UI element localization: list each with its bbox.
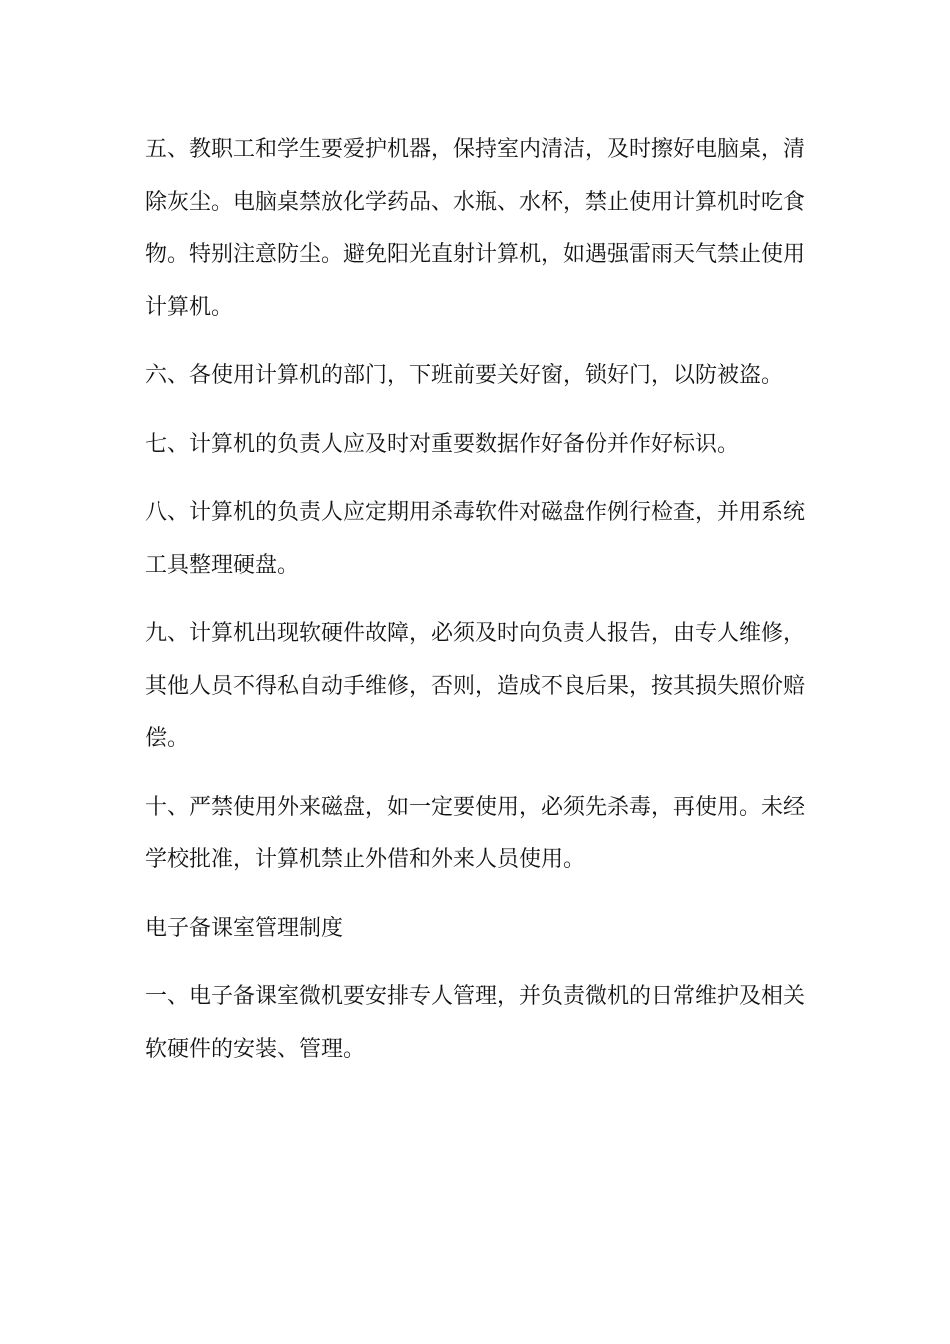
paragraph-item-9: 九、计算机出现软硬件故障，必须及时向负责人报告，由专人维修，其他人员不得私自动手维修，否则，造成不良后果，按其损失照价赔偿。 <box>145 621 806 751</box>
paragraph-item-5: 五、教职工和学生要爱护机器，保持室内清洁，及时擦好电脑桌，清除灰尘。电脑桌禁放化学药品、水瓶、水杯，禁止使用计算机时吃食物。特别注意防尘。避免阳光直射计算机，如遇强雷雨天气禁止使用计算机。 <box>145 137 806 320</box>
section-heading: 电子备课室管理制度 <box>145 915 344 941</box>
paragraph-item-8: 八、计算机的负责人应定期用杀毒软件对磁盘作例行检查，并用系统工具整理硬盘。 <box>145 500 806 578</box>
paragraph-item-6: 六、各使用计算机的部门，下班前要关好窗，锁好门，以防被盗。 <box>145 363 784 388</box>
document-body <box>145 124 810 1092</box>
paragraph-item-7: 七、计算机的负责人应及时对重要数据作好备份并作好标识。 <box>145 431 740 457</box>
section-paragraph-1: 一、电子备课室微机要安排专人管理，并负责微机的日常维护及相关软硬件的安装、管理。 <box>145 984 806 1062</box>
paragraph-item-10: 十、严禁使用外来磁盘，如一定要使用，必须先杀毒，再使用。未经学校批准，计算机禁止外借和外来人员使用。 <box>145 794 806 872</box>
